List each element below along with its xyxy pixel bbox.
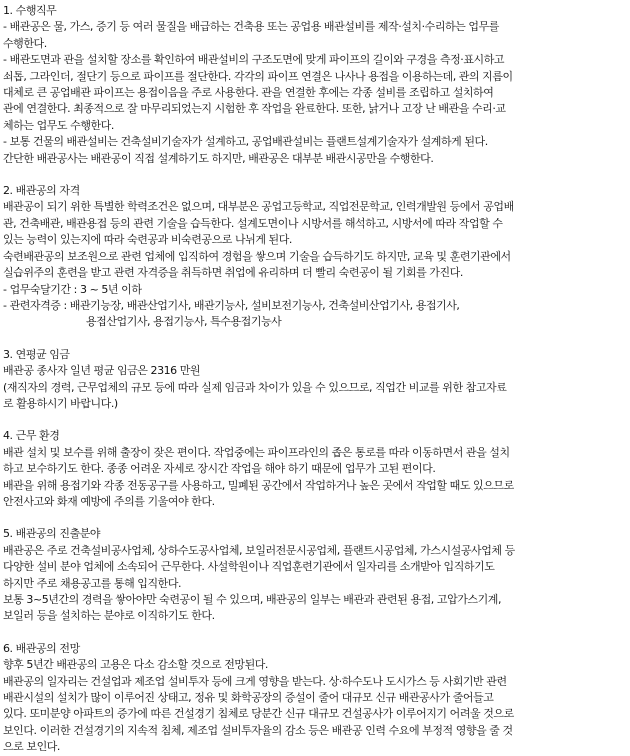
text-line: 보인다. 이러한 건설경기의 지속적 침체, 제조업 설비투자율의 감소 등은 배관공 인력 수요에 부정적 영향을 줄 것 <box>3 723 513 737</box>
text-line: 배관을 위해 용접기와 각종 전동공구를 사용하고, 밀폐된 공간에서 작업하거나 높은 곳에서 작업할 때도 있으므로 <box>3 478 514 492</box>
text-line: 배관공이 되기 위한 특별한 학력조건은 없으며, 대부분은 공업고등학교, 직업전문학교, 인력개발원 등에서 공업배 <box>3 200 514 214</box>
section-title: 1. 수행직무 <box>3 4 57 17</box>
section-title: 3. 연평균 임금 <box>3 347 70 361</box>
text-line: 하고 보수하기도 한다. 종종 어려운 자세로 장시간 작업을 해야 하기 때문에 업무가 고된 편이다. <box>3 462 436 476</box>
section-qualifications <box>3 183 626 331</box>
section-spacer <box>3 510 626 526</box>
text-line: - 배관도면과 관을 설치할 장소를 확인하여 배관설비의 구조도면에 맞게 파이프의 길이와 구경을 측정·표시하고 <box>3 53 505 67</box>
text-line: 간단한 배관공사는 배관공이 직접 설계하기도 하지만, 배관공은 대부분 배관시공만을 수행한다. <box>3 151 434 165</box>
text-line: 보일러 등을 설치하는 분야로 이직하기도 한다. <box>3 609 215 623</box>
text-line: 으로 보인다. <box>3 740 60 754</box>
text-line: 체하는 업무도 수행한다. <box>3 118 114 132</box>
section-spacer <box>3 625 626 641</box>
text-line: - 배관공은 물, 가스, 증기 등 여러 물질을 배급하는 건축용 또는 공업용 배관설비를 제작·설치·수리하는 업무를 <box>3 20 499 34</box>
text-line: 향후 5년간 배관공의 고용은 다소 감소할 것으로 전망된다. <box>3 658 268 672</box>
text-line: 배관공은 주로 건축설비공사업체, 상하수도공사업체, 보일러전문시공업체, 플랜트시공업체, 가스시설공사업체 등 <box>3 543 515 557</box>
section-title: 5. 배관공의 진출분야 <box>3 527 101 541</box>
section-spacer <box>3 331 626 347</box>
text-line: (재직자의 경력, 근무업체의 규모 등에 따라 실제 임금과 차이가 있을 수 있으므로, 직업간 비교를 위한 참고자료 <box>3 380 507 394</box>
text-line: 관, 건축배관, 배관용접 등의 관련 기술을 습득한다. 설계도면이나 시방서를 해석하고, 시방서에 따라 작업할 수 <box>3 216 503 230</box>
text-line: 보통 3~5년간의 경력을 쌓아야만 숙련공이 될 수 있으며, 배관공의 일부는 배관과 관련된 용접, 고압가스기계, <box>3 593 501 606</box>
text-line: 숙련배관공의 보조원으로 관련 업체에 입직하여 경험을 쌓으며 기술을 습득하기도 하지만, 교육 및 훈련기관에서 <box>3 249 511 263</box>
text-line: 배관시설의 설치가 많이 이루어진 상태고, 정유 및 화학공장의 증설이 줄어 대규모 신규 배관공사가 줄어들고 <box>3 691 494 705</box>
section-title: 2. 배관공의 자격 <box>3 184 80 198</box>
section-title: 6. 배관공의 전망 <box>3 641 80 655</box>
section-wage <box>3 347 626 413</box>
text-line: - 관련자격증 : 배관기능장, 배관산업기사, 배관기능사, 설비보전기능사, 건축설비산업기사, 용접기사, <box>3 298 460 312</box>
text-line: 배관공의 일자리는 건설업과 제조업 설비투자 등에 크게 영향을 받는다. 상·하수도나 도시가스 등 사회기반 관련 <box>3 674 507 688</box>
text-line: - 보통 건물의 배관설비는 건축설비기술자가 설계하고, 공업배관설비는 플랜트설계기술자가 설계하게 된다. <box>3 135 488 149</box>
section-spacer <box>3 167 626 183</box>
text-line: 로 활용하시기 바랍니다.) <box>3 396 118 410</box>
text-line: 대체로 큰 공업배관 파이프는 용접이음을 주로 사용한다. 관을 연결한 후에는 각종 설비를 조립하고 설치하여 <box>3 86 494 100</box>
text-line: 안전사고와 화재 예방에 주의를 기울여야 한다. <box>3 494 215 508</box>
text-line: 있다. 또미분양 아파트의 증가에 따른 건설경기 침체로 당분간 신규 대규모 건설공사가 이루어지기 어려울 것으로 <box>3 707 514 721</box>
text-line: 수행한다. <box>3 36 47 50</box>
section-environment <box>3 428 626 510</box>
section-career-fields <box>3 526 626 624</box>
section-title: 4. 근무 환경 <box>3 429 60 443</box>
section-outlook <box>3 641 626 756</box>
text-line: 배관 설치 및 보수를 위해 출장이 잦은 편이다. 작업중에는 파이프라인의 좁은 통로를 따라 이동하면서 관을 설치 <box>3 445 510 459</box>
section-spacer <box>3 412 626 428</box>
text-line: 배관공 종사자 일년 평균 임금은 2316 만원 <box>3 364 201 378</box>
text-line: 실습위주의 훈련을 받고 관련 자격증을 취득하면 취업에 유리하며 더 빨리 숙련공이 될 기회를 가진다. <box>3 266 463 280</box>
text-line: 하지만 주로 채용공고를 통해 입직한다. <box>3 576 182 590</box>
text-line: 있는 능력이 있는지에 따라 숙련공과 비숙련공으로 나뉘게 된다. <box>3 233 292 247</box>
text-line: - 업무숙달기간 : 3 ~ 5년 이하 <box>3 282 142 296</box>
text-line: 쇠톱, 그라인더, 절단기 등으로 파이프를 절단한다. 각각의 파이프 연결은 나사나 용접을 이용하는데, 관의 지름이 <box>3 69 513 83</box>
text-line: 관에 연결한다. 최종적으로 잘 마무리되었는지 시험한 후 작업을 완료한다. 또한, 낡거나 고장 난 배관을 수리·교 <box>3 102 506 116</box>
section-duties <box>3 3 626 167</box>
text-line: 다양한 설비 분야 업체에 소속되어 근무한다. 사설학원이나 직업훈련기관에서 일자리를 소개받아 입직하기도 <box>3 560 495 574</box>
text-line-indented: 용접산업기사, 용접기능사, 특수용접기능사 <box>86 315 282 329</box>
